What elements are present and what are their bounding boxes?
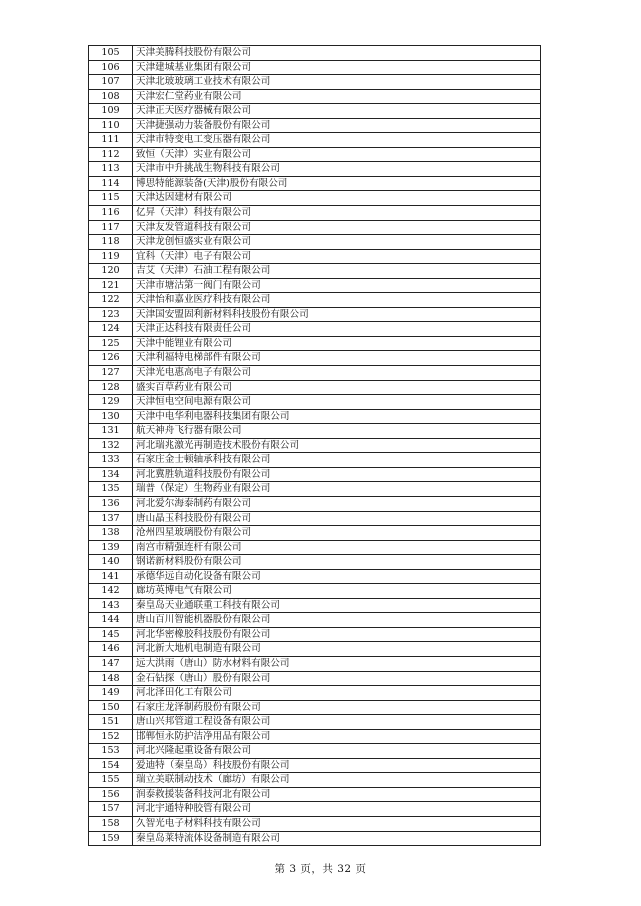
row-number: 111 xyxy=(89,133,133,148)
company-name: 秦皇岛莱特流体设备制造有限公司 xyxy=(133,831,541,846)
row-number: 127 xyxy=(89,366,133,381)
row-number: 130 xyxy=(89,409,133,424)
company-name: 天津中能锂业有限公司 xyxy=(133,336,541,351)
company-name: 河北爱尔海泰制药有限公司 xyxy=(133,496,541,511)
table-row xyxy=(89,584,541,599)
row-number: 129 xyxy=(89,395,133,410)
company-name: 天津恒电空间电源有限公司 xyxy=(133,395,541,410)
table-row xyxy=(89,118,541,133)
row-number: 107 xyxy=(89,75,133,90)
company-name: 河北冀胜轨道科技股份有限公司 xyxy=(133,467,541,482)
row-number: 134 xyxy=(89,467,133,482)
table-row xyxy=(89,307,541,322)
company-name: 远大洪雨（唐山）防水材料有限公司 xyxy=(133,656,541,671)
company-name: 瑞普（保定）生物药业有限公司 xyxy=(133,482,541,497)
table-row xyxy=(89,700,541,715)
company-name: 天津市塘沽第一阀门有限公司 xyxy=(133,278,541,293)
row-number: 157 xyxy=(89,802,133,817)
table-row xyxy=(89,744,541,759)
company-name: 南宫市精强连杆有限公司 xyxy=(133,540,541,555)
table-row xyxy=(89,526,541,541)
company-name: 博思特能源装备(天津)股份有限公司 xyxy=(133,176,541,191)
table-row xyxy=(89,453,541,468)
company-name: 天津达因建材有限公司 xyxy=(133,191,541,206)
table-row xyxy=(89,206,541,221)
row-number: 138 xyxy=(89,526,133,541)
row-number: 106 xyxy=(89,60,133,75)
table-row xyxy=(89,133,541,148)
company-name: 盛实百草药业有限公司 xyxy=(133,380,541,395)
table-row xyxy=(89,424,541,439)
company-list-table xyxy=(88,45,541,846)
table-row xyxy=(89,642,541,657)
row-number: 108 xyxy=(89,89,133,104)
table-row xyxy=(89,758,541,773)
row-number: 147 xyxy=(89,656,133,671)
company-list-body xyxy=(89,46,541,846)
table-row xyxy=(89,627,541,642)
company-name: 天津市特变电工变压器有限公司 xyxy=(133,133,541,148)
company-name: 河北宇通特种胶管有限公司 xyxy=(133,802,541,817)
table-row xyxy=(89,511,541,526)
company-name: 河北新大地机电制造有限公司 xyxy=(133,642,541,657)
company-name: 天津怡和嘉业医疗科技有限公司 xyxy=(133,293,541,308)
company-name: 爱迪特（秦皇岛）科技股份有限公司 xyxy=(133,758,541,773)
table-row xyxy=(89,162,541,177)
table-row xyxy=(89,686,541,701)
row-number: 112 xyxy=(89,147,133,162)
row-number: 152 xyxy=(89,729,133,744)
table-row xyxy=(89,366,541,381)
table-row xyxy=(89,46,541,61)
company-name: 久智光电子材料科技有限公司 xyxy=(133,816,541,831)
table-row xyxy=(89,773,541,788)
row-number: 132 xyxy=(89,438,133,453)
row-number: 140 xyxy=(89,555,133,570)
table-row xyxy=(89,656,541,671)
table-row xyxy=(89,235,541,250)
row-number: 126 xyxy=(89,351,133,366)
company-name: 天津国安盟固利新材料科技股份有限公司 xyxy=(133,307,541,322)
page-footer: 第 3 页，共 32 页 xyxy=(274,863,367,875)
row-number: 123 xyxy=(89,307,133,322)
row-number: 144 xyxy=(89,613,133,628)
row-number: 154 xyxy=(89,758,133,773)
row-number: 136 xyxy=(89,496,133,511)
row-number: 105 xyxy=(89,46,133,61)
company-name: 石家庄金士顿轴承科技有限公司 xyxy=(133,453,541,468)
row-number: 153 xyxy=(89,744,133,759)
row-number: 119 xyxy=(89,249,133,264)
table-row xyxy=(89,438,541,453)
row-number: 113 xyxy=(89,162,133,177)
company-name: 天津中电华利电器科技集团有限公司 xyxy=(133,409,541,424)
company-name: 唐山兴邦管道工程设备有限公司 xyxy=(133,715,541,730)
row-number: 110 xyxy=(89,118,133,133)
row-number: 158 xyxy=(89,816,133,831)
company-name: 天津北玻玻璃工业技术有限公司 xyxy=(133,75,541,90)
company-name: 邯郸恒永防护洁净用品有限公司 xyxy=(133,729,541,744)
row-number: 128 xyxy=(89,380,133,395)
row-number: 124 xyxy=(89,322,133,337)
company-name: 润泰救援装备科技河北有限公司 xyxy=(133,787,541,802)
table-row xyxy=(89,831,541,846)
row-number: 115 xyxy=(89,191,133,206)
company-name: 河北瑞兆激光再制造技术股份有限公司 xyxy=(133,438,541,453)
company-name: 石家庄龙泽制药股份有限公司 xyxy=(133,700,541,715)
company-name: 钢诺新材料股份有限公司 xyxy=(133,555,541,570)
row-number: 146 xyxy=(89,642,133,657)
company-name: 宜科（天津）电子有限公司 xyxy=(133,249,541,264)
row-number: 131 xyxy=(89,424,133,439)
company-name: 天津正天医疗器械有限公司 xyxy=(133,104,541,119)
table-row xyxy=(89,380,541,395)
table-row xyxy=(89,322,541,337)
company-name: 天津美腾科技股份有限公司 xyxy=(133,46,541,61)
table-row xyxy=(89,75,541,90)
company-name: 唐山晶玉科技股份有限公司 xyxy=(133,511,541,526)
row-number: 117 xyxy=(89,220,133,235)
company-name: 天津宏仁堂药业有限公司 xyxy=(133,89,541,104)
company-name: 河北兴隆起重设备有限公司 xyxy=(133,744,541,759)
table-row xyxy=(89,496,541,511)
company-name: 天津建城基业集团有限公司 xyxy=(133,60,541,75)
table-row xyxy=(89,555,541,570)
company-name: 沧州四星玻璃股份有限公司 xyxy=(133,526,541,541)
row-number: 142 xyxy=(89,584,133,599)
row-number: 141 xyxy=(89,569,133,584)
company-name: 瑞立美联制动技术（廊坊）有限公司 xyxy=(133,773,541,788)
company-name: 航天神舟飞行器有限公司 xyxy=(133,424,541,439)
company-name: 河北华密橡胶科技股份有限公司 xyxy=(133,627,541,642)
table-row xyxy=(89,467,541,482)
row-number: 150 xyxy=(89,700,133,715)
row-number: 133 xyxy=(89,453,133,468)
company-name: 廊坊英博电气有限公司 xyxy=(133,584,541,599)
company-name: 天津利福特电梯部件有限公司 xyxy=(133,351,541,366)
row-number: 148 xyxy=(89,671,133,686)
table-row xyxy=(89,569,541,584)
table-row xyxy=(89,60,541,75)
table-row xyxy=(89,191,541,206)
row-number: 121 xyxy=(89,278,133,293)
table-row xyxy=(89,395,541,410)
row-number: 109 xyxy=(89,104,133,119)
company-name: 天津光电惠高电子有限公司 xyxy=(133,366,541,381)
company-name: 河北泽田化工有限公司 xyxy=(133,686,541,701)
table-row xyxy=(89,147,541,162)
row-number: 125 xyxy=(89,336,133,351)
table-row xyxy=(89,264,541,279)
row-number: 114 xyxy=(89,176,133,191)
row-number: 116 xyxy=(89,206,133,221)
table-row xyxy=(89,482,541,497)
row-number: 139 xyxy=(89,540,133,555)
company-name: 金石钻探（唐山）股份有限公司 xyxy=(133,671,541,686)
row-number: 159 xyxy=(89,831,133,846)
row-number: 137 xyxy=(89,511,133,526)
company-name: 承德华远自动化设备有限公司 xyxy=(133,569,541,584)
table-row xyxy=(89,787,541,802)
table-row xyxy=(89,220,541,235)
row-number: 120 xyxy=(89,264,133,279)
row-number: 149 xyxy=(89,686,133,701)
table-row xyxy=(89,802,541,817)
row-number: 135 xyxy=(89,482,133,497)
company-name: 天津市中升挑战生物科技有限公司 xyxy=(133,162,541,177)
table-row xyxy=(89,89,541,104)
table-row xyxy=(89,540,541,555)
company-name: 唐山百川智能机器股份有限公司 xyxy=(133,613,541,628)
table-row xyxy=(89,351,541,366)
table-row xyxy=(89,729,541,744)
row-number: 122 xyxy=(89,293,133,308)
company-name: 天津友发管道科技有限公司 xyxy=(133,220,541,235)
table-row xyxy=(89,715,541,730)
row-number: 118 xyxy=(89,235,133,250)
table-row xyxy=(89,278,541,293)
company-name: 致恒（天津）实业有限公司 xyxy=(133,147,541,162)
table-row xyxy=(89,104,541,119)
table-row xyxy=(89,816,541,831)
row-number: 156 xyxy=(89,787,133,802)
table-row xyxy=(89,336,541,351)
company-name: 吉艾（天津）石油工程有限公司 xyxy=(133,264,541,279)
table-row xyxy=(89,249,541,264)
table-row xyxy=(89,613,541,628)
table-row xyxy=(89,671,541,686)
row-number: 145 xyxy=(89,627,133,642)
row-number: 151 xyxy=(89,715,133,730)
table-row xyxy=(89,409,541,424)
row-number: 143 xyxy=(89,598,133,613)
company-name: 天津正达科技有限责任公司 xyxy=(133,322,541,337)
company-name: 天津龙创恒盛实业有限公司 xyxy=(133,235,541,250)
company-name: 天津捷强动力装备股份有限公司 xyxy=(133,118,541,133)
table-row xyxy=(89,293,541,308)
company-name: 秦皇岛天业通联重工科技有限公司 xyxy=(133,598,541,613)
table-row xyxy=(89,598,541,613)
company-name: 亿昇（天津）科技有限公司 xyxy=(133,206,541,221)
table-row xyxy=(89,176,541,191)
row-number: 155 xyxy=(89,773,133,788)
